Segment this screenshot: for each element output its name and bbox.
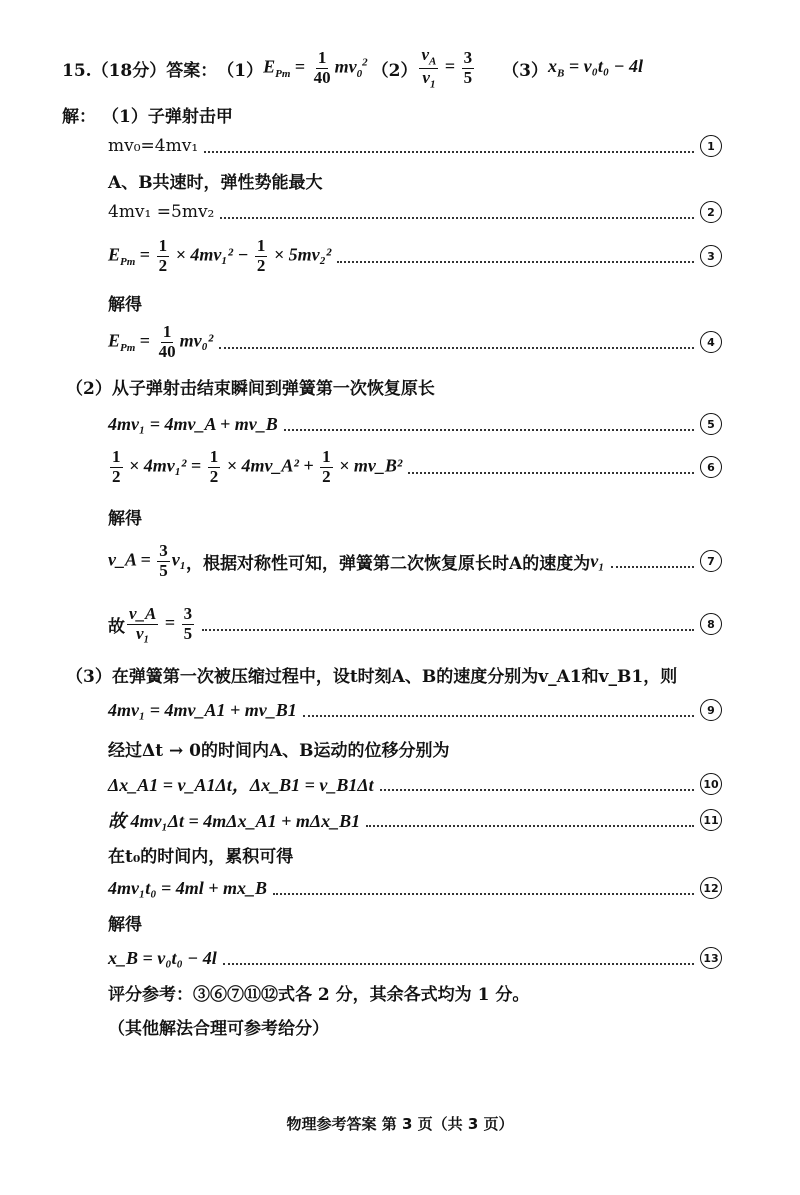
page-footer: 物理参考答案 第 3 页（共 3 页） [286,1115,514,1133]
text-line: 经过Δt → 0的时间内A、B运动的位移分别为 [108,740,450,761]
scoring-note: 评分参考：③⑥⑦⑪⑫式各 2 分，其余各式均为 1 分。 [108,984,530,1005]
part1-title: 解： （1）子弹射击甲 [62,106,233,127]
text-line: 解得 [108,508,142,529]
text-line: A、B共速时，弹性势能最大 [108,172,323,193]
equation-number: 10 [700,773,722,795]
equation-4: $E_{Pm}$ = $\frac{1}{40}$ mv₀² 4 [0,320,800,364]
text-line: 解得 [108,914,142,935]
equation-number: 8 [700,613,722,635]
equation-number: 4 [700,331,722,353]
part3-title: （3）在弹簧第一次被压缩过程中，设t时刻A、B的速度分别为v_A1和v_B1，则 [66,666,678,687]
equation-9: 4mv₁ = 4mv_A1 + mv_B1 9 [0,690,800,730]
equation-number: 5 [700,413,722,435]
equation-number: 13 [700,947,722,969]
equation-10: Δx_A1 = v_A1Δt，Δx_B1 = v_B1Δt 10 [0,764,800,804]
equation-12: 4mv₁t₀ = 4ml + mx_B 12 [0,868,800,908]
part3-answer: $x_B = v_0t_0 - 4l$ [547,56,644,80]
equation-2: 4mv₁ =5mv₂ 2 [0,192,800,232]
equation-number: 6 [700,456,722,478]
equation-7: v_A = $\frac{3}{5}$ v₁ ，根据对称性可知，弹簧第二次恢复原长时A的速度为 v₁ 7 [0,538,800,584]
equation-6: $\frac{1}{2}$ × 4mv₁² = $\frac{1}{2}$ × 4mv_A² + $\frac{1}{2}$ × mv_B² 6 [0,444,800,490]
part2-answer: $\frac{v_A}{v_1}$ = $\frac{3}{5}$ [421,45,473,90]
answer-summary [0,45,800,90]
part2-label: （2） [371,60,418,81]
equation-number: 3 [700,245,722,267]
equation-number: 2 [700,201,722,223]
part1-label: （1） [217,60,264,81]
equation-number: 1 [700,135,722,157]
equation-number: 12 [700,877,722,899]
equation-number: 7 [700,550,722,572]
equation-number: 11 [700,809,722,831]
text-line: 在t₀的时间内，累积可得 [108,846,294,867]
text-line: 解得 [108,294,142,315]
alternative-note: （其他解法合理可参考给分） [108,1018,329,1039]
equation-5: 4mv₁ = 4mv_A + mv_B 5 [0,404,800,444]
part1-answer: $E_{Pm}$ = $\frac{1}{40}$ $mv_0^2$ [263,47,368,87]
equation-3: $E_{Pm}$ = $\frac{1}{2}$ × 4mv₁² − $\frac{1}{2}$ × 5mv₂² 3 [0,234,800,278]
equation-11: 故 4mv₁Δt = 4mΔx_A1 + mΔx_B1 11 [0,800,800,840]
equation-number: 9 [700,699,722,721]
problem-number: 15.（18分）答案： [62,60,218,81]
part2-title: （2）从子弹射击结束瞬间到弹簧第一次恢复原长 [66,378,435,399]
part3-label: （3） [502,60,548,81]
equation-1: mv₀=4mv₁ 1 [0,126,800,166]
equation-13: x_B = v₀t₀ − 4l 13 [0,938,800,978]
equation-8: 故 $\frac{v\_A}{\text{v₁}}$ = $\frac{3}{5}$ 8 [0,600,800,648]
